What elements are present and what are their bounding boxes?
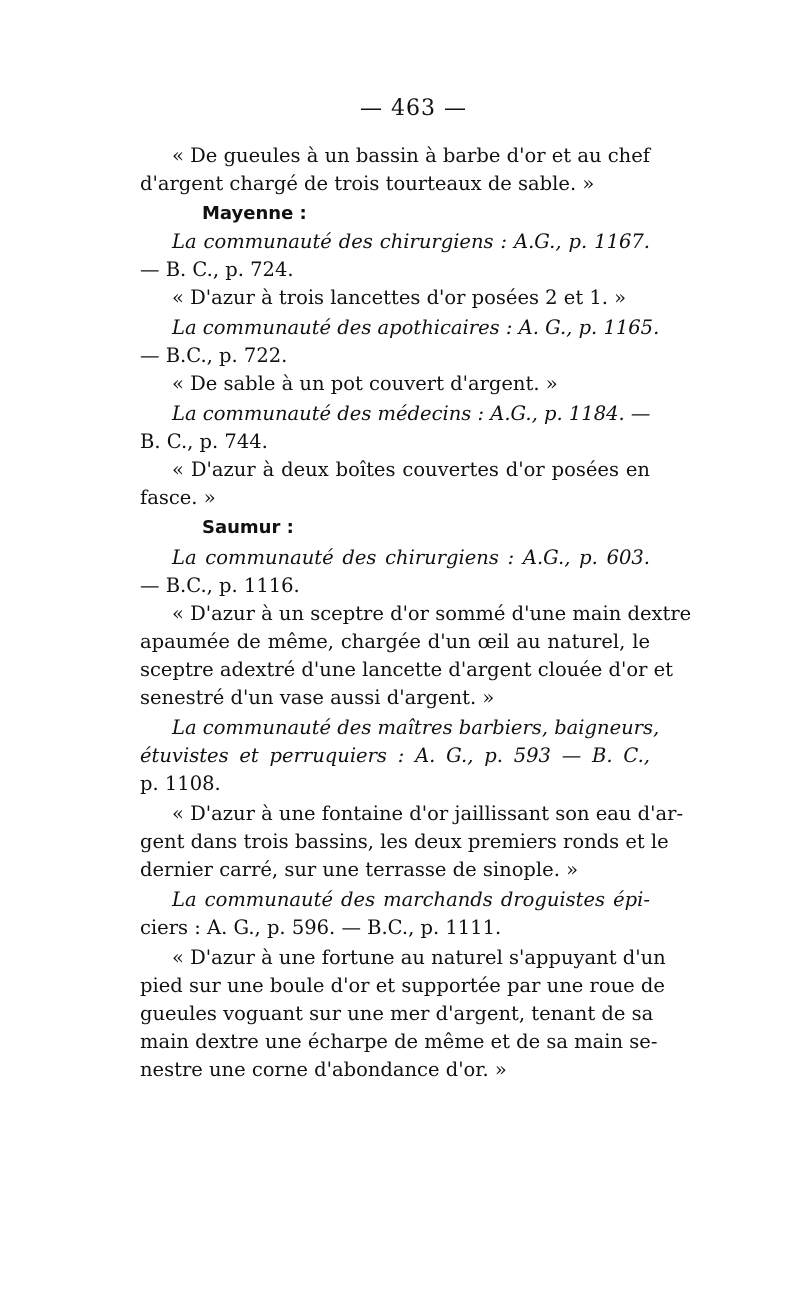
text-line: — B.C., p. 1116. <box>140 574 300 597</box>
text-line: La communauté des chirurgiens : A.G., p. 1167. <box>172 230 650 253</box>
section-heading-saumur: Saumur : <box>202 517 294 538</box>
text-line: La communauté des marchands droguistes épi- <box>172 888 650 911</box>
page-number: — 463 — <box>360 96 467 121</box>
text-line: « De gueules à un bassin à barbe d'or et au chef <box>172 144 650 167</box>
text-line: senestré d'un vase aussi d'argent. » <box>140 686 495 709</box>
text-line: La communauté des apothicaires : A. G., p. 1165. <box>172 316 660 339</box>
section-heading-mayenne: Mayenne : <box>202 203 307 224</box>
text-line: « D'azur à un sceptre d'or sommé d'une main dextre <box>172 602 692 625</box>
text-line: « D'azur à une fortune au naturel s'appuyant d'un <box>172 946 666 969</box>
text-line: La communauté des maîtres barbiers, baigneurs, <box>172 716 660 739</box>
text-line: « De sable à un pot couvert d'argent. » <box>172 372 558 395</box>
text-line: ciers : A. G., p. 596. — B.C., p. 1111. <box>140 916 502 939</box>
text-line: apaumée de même, chargée d'un œil au naturel, le <box>140 630 650 653</box>
text-line: — B. C., p. 724. <box>140 258 294 281</box>
text-line: — B.C., p. 722. <box>140 344 288 367</box>
text-line: d'argent chargé de trois tourteaux de sable. » <box>140 172 595 195</box>
text-line: main dextre une écharpe de même et de sa main se- <box>140 1030 658 1053</box>
text-line: La communauté des médecins : A.G., p. 1184. — <box>172 402 651 425</box>
text-line: dernier carré, sur une terrasse de sinople. » <box>140 858 579 881</box>
text-line: « D'azur à deux boîtes couvertes d'or posées en <box>172 458 650 481</box>
text-line: « D'azur à trois lancettes d'or posées 2 et 1. » <box>172 286 627 309</box>
text-line: pied sur une boule d'or et supportée par une roue de <box>140 974 665 997</box>
text-line: gueules voguant sur une mer d'argent, tenant de sa <box>140 1002 654 1025</box>
text-line: p. 1108. <box>140 772 221 795</box>
text-line: B. C., p. 744. <box>140 430 268 453</box>
text-line: « D'azur à une fontaine d'or jaillissant son eau d'ar- <box>172 802 684 825</box>
text-line: sceptre adextré d'une lancette d'argent clouée d'or et <box>140 658 674 681</box>
text-line: étuvistes et perruquiers : A. G., p. 593 — B. C., <box>140 744 650 767</box>
text-line: La communauté des chirurgiens : A.G., p. 603. <box>172 546 650 569</box>
text-line: fasce. » <box>140 486 216 509</box>
text-line: gent dans trois bassins, les deux premiers ronds et le <box>140 830 669 853</box>
text-line: nestre une corne d'abondance d'or. » <box>140 1058 507 1081</box>
